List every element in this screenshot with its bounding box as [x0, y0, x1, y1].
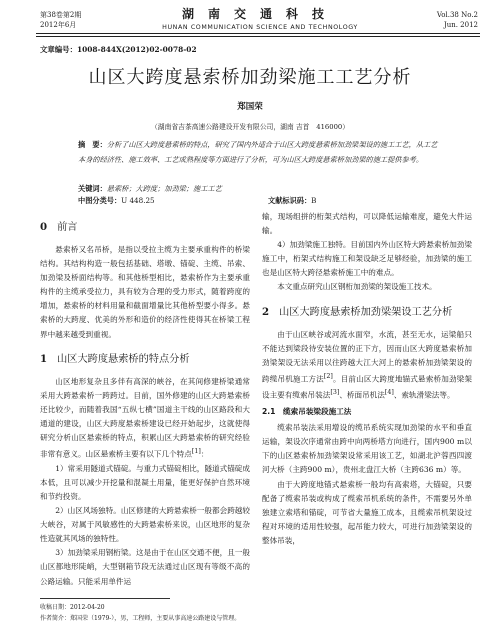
- citation: [3]: [330, 389, 340, 397]
- clc-number: [78, 196, 155, 206]
- keywords-label: 关键词：: [78, 184, 107, 193]
- paragraph-text: 山区地形复杂且多伴有高深的峡谷，在其间修建桥梁通常采用大跨悬索桥一跨跨过。目前，国外修建的山区大跨悬索桥还比较少，而随着我国“五纵七横”国道主干线的山区路段和大通道的建设，山区大跨度悬索桥建设已经开始起步，这就使得研究分析山区悬索桥的特点，积累山区大跨悬索桥的研究经验非常有意义。山区悬索桥主要有以下几个特点: [40, 376, 250, 459]
- paragraph-text: 由于山区峡谷或河流水面窄，水流，甚至无水，运梁船只不能达到梁段待安装位置的正下方，因而山区大跨度悬索桥加劲梁架设无法采用以往跨越大江大河上的悬索桥加劲梁架设的跨缆吊机施工方法: [262, 329, 472, 384]
- citation: [4]: [384, 389, 394, 397]
- journal-name-cn: 湖南交通科技: [181, 7, 338, 21]
- header-rule: [36, 33, 480, 34]
- section-number: 1: [40, 352, 48, 365]
- received-date: 收稿日期：2012-04-20: [40, 604, 105, 611]
- paragraph: 由于大跨度地锚式悬索桥一般均有高索塔，大锚碇，只要配备了缆索吊装或构成了缆索吊机系统的条件，不需要另外单独建立索塔和锚碇，可节省大量施工成本，且缆索吊机架设过程对环境的适用性较强，起吊能力较大，可进行加劲梁架设的整体吊装，: [262, 479, 472, 545]
- keywords-text: 悬索桥；大跨度；加劲梁；施工工艺: [106, 184, 222, 193]
- doc-code-label: 文献标识码：: [268, 196, 312, 205]
- footnote-rule: [40, 598, 170, 599]
- paragraph-text: ：: [200, 449, 209, 459]
- page-title: 山区大跨度悬索桥加劲梁施工工艺分析: [88, 67, 412, 88]
- section-heading-0: [40, 218, 250, 237]
- paragraph: 输，现场组拼的桁架式结构，可以降低运输难度，避免大件运输。: [262, 212, 472, 236]
- right-column: [262, 210, 472, 548]
- section-number: 0: [40, 221, 48, 233]
- section-heading-2: [262, 303, 472, 322]
- header-rule-thin: [36, 36, 480, 37]
- document-code: [268, 196, 316, 206]
- abstract-text: 分析了山区大跨度悬索桥的特点，研究了国内外适合于山区大跨度悬索桥加劲梁架设的施工工艺，从工艺本身的经济性、施工效率、工艺成熟程度等方面进行了分析，可为山区大跨度悬索桥加劲梁的施工提供参考。: [78, 140, 438, 164]
- subsection-heading: 2.1 缆索吊装梁段施工法: [262, 407, 352, 417]
- author-bio: 作者简介：郑国荣（1979-），男，工程师，主要从事高速公路建设与管理。: [40, 615, 241, 622]
- date-en: Jun. 2012: [443, 21, 478, 29]
- paragraph: 本文重点研究山区钢桁加劲梁的架设施工技术。: [277, 282, 437, 292]
- date-cn: 2012年6月: [40, 21, 77, 29]
- header-left: [40, 10, 81, 30]
- author-name: 郑国荣: [237, 102, 263, 112]
- journal-masthead: [150, 5, 370, 31]
- author-affiliation: （湖南省吉茶高速公路建设开发有限公司，湖南 吉首 416000）: [150, 123, 350, 131]
- section-number: 2: [262, 305, 270, 318]
- issue-cn: 第38卷第2期: [40, 11, 82, 19]
- paragraph: 1）常采用隧道式锚碇。与重力式锚碇相比，隧道式锚碇成本低，且可以减少开挖量和混凝土用量，能更好保护自然环境和节约投资。: [40, 463, 250, 501]
- abstract: [78, 137, 438, 167]
- paragraph: 4）加劲梁施工独特。目前国内外山区特大跨悬索桥加劲梁施工中，桁架式结构施工和架设缺乏足够经验，加劲梁的施工也是山区特大跨径悬索桥施工中的难点。: [262, 240, 472, 278]
- journal-name-en: HUNAN COMMUNICATION SCIENCE AND TECHNOLOGY: [162, 24, 358, 31]
- paragraph: [262, 328, 472, 404]
- article-number: 文章编号：1008-844X(2012)02-0078-02: [40, 45, 197, 54]
- paragraph-text: 、桥面吊机法: [339, 391, 385, 400]
- keywords: [78, 183, 438, 195]
- clc-value: U 448.25: [121, 196, 155, 205]
- abstract-label: 摘 要：: [78, 140, 107, 149]
- paragraph: 3）加劲梁采用钢桁梁。这是由于在山区交通不便，且一般山区都地形陡峭，大型钢箱节段无法通过山区现有等级不高的公路运输。只能采用单件运: [40, 548, 250, 586]
- citation: [2]: [323, 372, 333, 380]
- clc-label: 中图分类号：: [78, 196, 122, 205]
- section-title: 山区大跨度悬索桥的特点分析: [57, 353, 190, 365]
- vol-en: Vol.38 No.2: [436, 11, 478, 19]
- paragraph-text: 。目前山区大跨度地锚式悬索桥加劲梁架设主要有缆索吊装法: [262, 374, 473, 400]
- footnote: [40, 602, 240, 624]
- citation: [1]: [191, 448, 201, 456]
- paragraph-text: 、索轨滑梁法等。: [393, 391, 455, 400]
- section-title: 前言: [57, 222, 78, 233]
- header-right: [437, 10, 478, 30]
- left-column: [40, 210, 250, 589]
- section-title: 山区大跨度悬索桥加劲梁架设工艺分析: [279, 306, 453, 318]
- paragraph: 2）山区风场独特。山区修建的大跨悬索桥一般都会跨越较大峡谷，对属于风敏感性的大跨悬索桥来说，山区地形的复杂性造就其风场的独特性。: [40, 506, 250, 544]
- paragraph: 悬索桥又名吊桥，是指以受拉主缆为主要承重构件的桥梁结构。其结构构造一般包括基础、塔墩、锚碇、主缆、吊索、加劲梁及桥面结构等。和其他桥型相比，悬索桥作为主要承重构件的主缆承受拉力，具有较为合理的受力形式，随着跨度的增加，悬索桥的材料用量和截面增量比其他桥型要小得多。悬索桥的大跨度、优美的外形和造价的经济性使得其在桥梁工程界中越来越受到重视。: [40, 245, 250, 339]
- section-heading-1: [40, 350, 250, 369]
- doc-code-value: B: [311, 196, 317, 205]
- paragraph: 缆索吊装法采用增设的缆吊系统实现加劲梁的水平和垂直运输，架设次序通常由跨中向两桥塔方向进行，国内900 m以下的山区悬索桥加劲梁架设常采用该工艺，如湖北沪蓉西四渡河大桥（主跨900 m），贵州北盘江大桥（主跨636 m）等。: [262, 423, 472, 475]
- paragraph: [40, 375, 250, 462]
